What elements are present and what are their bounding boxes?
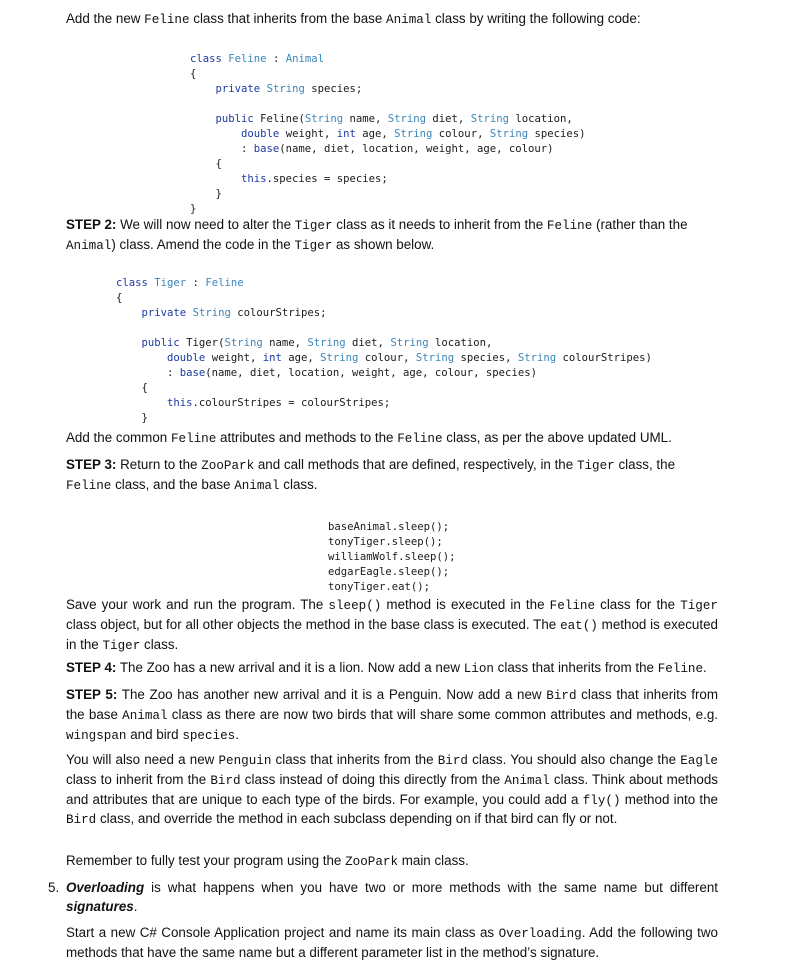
penguin-paragraph: You will also need a new Penguin class that inherits from the Bird class. You should also change the Eagle class to inherit from the Bird class instead of doing this directly from the Animal class. Think about methods and attributes that are unique to each type of the birds. For example, you could add a fly() method into the Bird class, and override the method in each subclass depending on if that bird can fly or not.: [66, 752, 719, 828]
code-line: {: [190, 158, 222, 170]
step4-paragraph: STEP 4: The Zoo has a new arrival and it is a lion. Now add a new Lion class that inherits from the Feline.: [66, 660, 707, 676]
code-line: baseAnimal.sleep();: [328, 521, 450, 533]
code-line: public Tiger(String name, String diet, String location,: [141, 337, 493, 349]
code-line: class Feline : Animal: [190, 53, 324, 65]
code-line: tonyTiger.sleep();: [328, 536, 443, 548]
save-paragraph: Save your work and run the program. The sleep() method is executed in the Feline class for the Tiger class object, but for all other objects the method in the base class is executed. The eat() method is executed in the Tiger class.: [66, 597, 718, 653]
tiger-code-block: [116, 261, 652, 441]
code-line: public Feline(String name, String diet, String location,: [215, 113, 573, 125]
step3-paragraph: STEP 3: Return to the ZooPark and call methods that are defined, respectively, in the Tiger class, the Feline class, and the base Animal class.: [66, 457, 676, 493]
start-paragraph: Start a new C# Console Application project and name its main class as Overloading. Add the following two methods that have the same name but a different parameter list in the method’s signature.: [66, 925, 718, 960]
code-line: class Tiger : Feline: [116, 277, 244, 289]
step5-paragraph: STEP 5: The Zoo has another new arrival and it is a Penguin. Now add a new Bird class that inherits from the base Animal class as there are now two birds that will share some common attributes and methods, e.g. wingspan and bird species.: [66, 687, 719, 743]
step2-paragraph: STEP 2: We will now need to alter the Tiger class as it needs to inherit from the Feline (rather than the Animal) class. Amend the code in the Tiger as shown below.: [66, 217, 688, 253]
intro-paragraph: Add the new Feline class that inherits from the base Animal class by writing the following code:: [66, 11, 641, 27]
feline-code-block: [190, 37, 586, 232]
calls-code-block: [328, 505, 456, 610]
code-line: }: [116, 412, 148, 424]
list-number: 5.: [48, 880, 60, 895]
code-line: {: [116, 382, 148, 394]
code-line: [190, 97, 586, 112]
code-line: tonyTiger.eat();: [328, 581, 431, 593]
overloading-paragraph: Overloading is what happens when you have two or more methods with the same name but different signatures.: [66, 880, 718, 914]
code-line: : base(name, diet, location, weight, age, colour): [190, 143, 554, 155]
code-line: this.colourStripes = colourStripes;: [167, 397, 391, 409]
code-line: [116, 321, 652, 336]
code-line: }: [190, 188, 222, 200]
common-paragraph: Add the common Feline attributes and methods to the Feline class, as per the above updated UML.: [66, 430, 672, 446]
remember-paragraph: Remember to fully test your program using the ZooPark main class.: [66, 853, 469, 869]
code-line: double weight, int age, String colour, String species): [241, 128, 586, 140]
code-line: double weight, int age, String colour, String species, String colourStripes): [167, 352, 652, 364]
code-line: {: [190, 68, 197, 80]
code-line: williamWolf.sleep();: [328, 551, 456, 563]
code-line: : base(name, diet, location, weight, age, colour, species): [116, 367, 537, 379]
code-line: {: [116, 292, 123, 304]
code-line: private String colourStripes;: [141, 307, 327, 319]
code-line: }: [190, 203, 197, 215]
code-line: edgarEagle.sleep();: [328, 566, 450, 578]
code-line: this.species = species;: [241, 173, 388, 185]
code-line: private String species;: [215, 83, 363, 95]
